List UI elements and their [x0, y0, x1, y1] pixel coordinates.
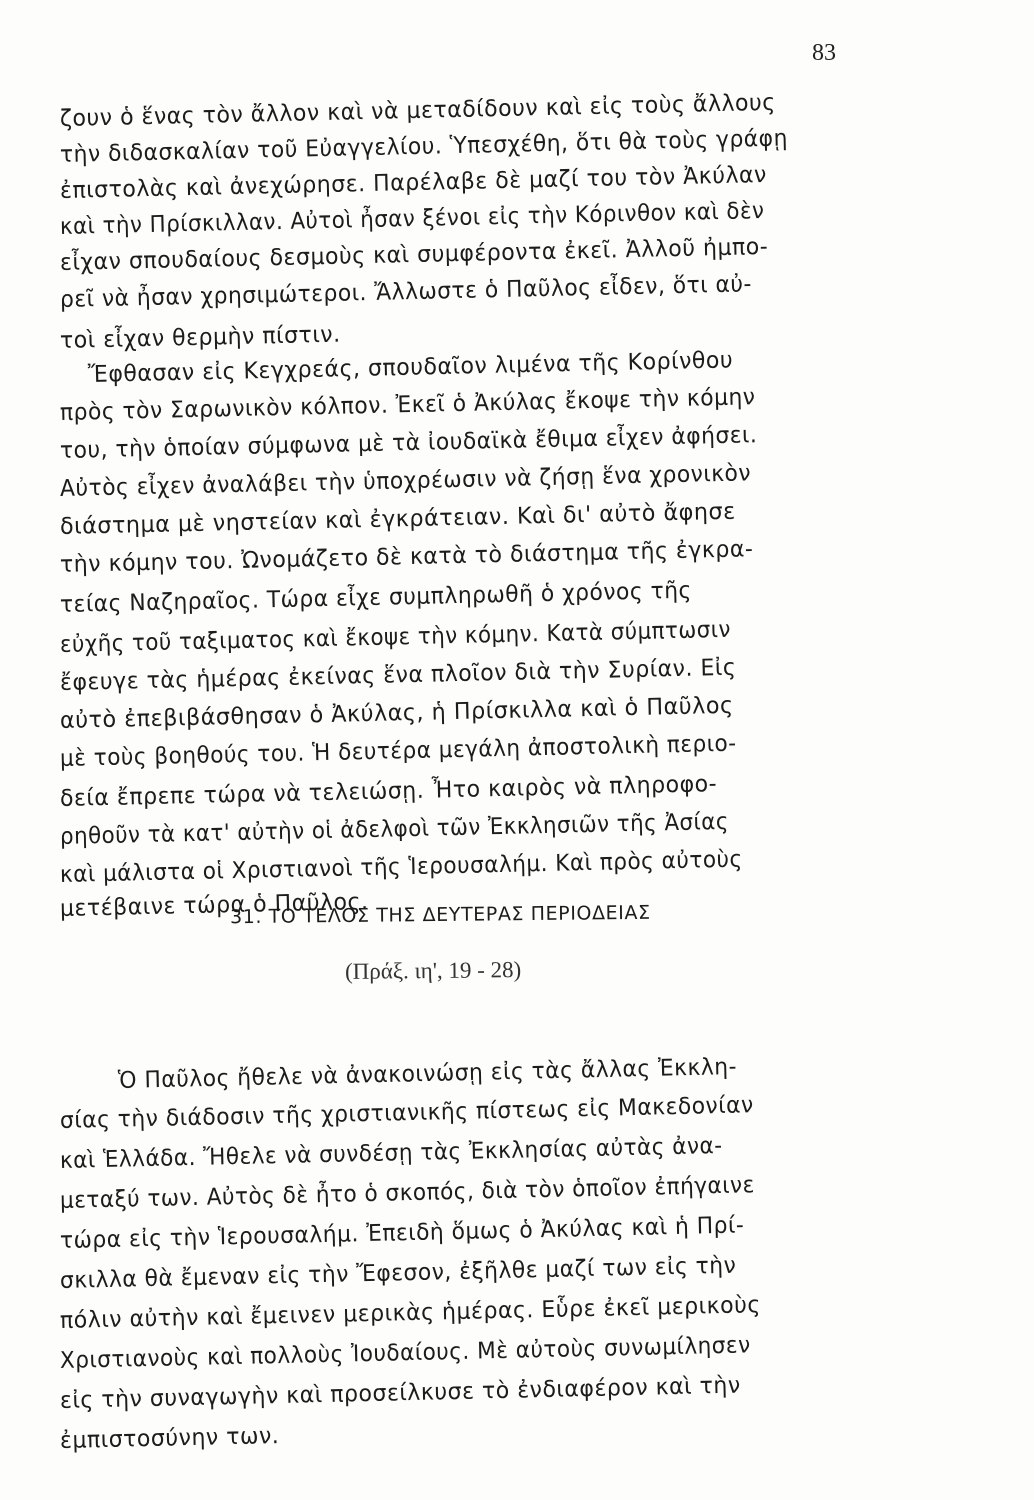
text-line: τὴν διδασκαλίαν τοῦ Εὐαγγελίου. Ὑπεσχέθη, ὅτι θὰ τοὺς γράφῃ — [59, 125, 789, 168]
text-line: εὐχῆς τοῦ ταξιματος καὶ ἔκοψε τὴν κόμην. Κατὰ σύμπτωσιν — [59, 616, 732, 658]
text-line: πρὸς τὸν Σαρωνικὸν κόλπον. Ἐκεῖ ὁ Ἀκύλας ἔκοψε τὴν κόμην — [59, 384, 756, 426]
text-line: του, τὴν ὁποίαν σύμφωνα μὲ τὰ ἰουδαϊκὰ ἔθιμα εἶχεν ἀφήσει. — [59, 422, 758, 464]
text-line: μεταξύ των. Αὐτὸς δὲ ἦτο ὁ σκοπός, διὰ τὸν ὁποῖον ἐπήγαινε — [59, 1172, 755, 1214]
section-heading: 31. ΤΟ ΤΕΛΟΣ ΤΗΣ ΔΕΥΤΕΡΑΣ ΠΕΡΙΟΔΕΙΑΣ — [229, 901, 651, 929]
text-line: τώρα εἰς τὴν Ἱερουσαλήμ. Ἐπειδὴ ὅμως ὁ Ἀκύλας καὶ ἡ Πρί- — [59, 1212, 745, 1254]
text-line: Ὁ Παῦλος ἤθελε νὰ ἀνακοινώσῃ εἰς τὰς ἄλλας Ἐκκλη- — [117, 1053, 738, 1094]
text-line: τοὶ εἶχαν θερμὴν πίστιν. — [59, 321, 341, 354]
text-line: καὶ Ἑλλάδα. Ἤθελε νὰ συνδέσῃ τὰς Ἐκκλησίας αὐτὰς ἀνα- — [59, 1132, 723, 1174]
text-line: σίας τὴν διάδοσιν τῆς χριστιανικῆς πίστεως εἰς Μακεδονίαν — [59, 1092, 754, 1134]
text-line: διάστημα μὲ νηστείαν καὶ ἐγκράτειαν. Καὶ δι' αὐτὸ ἄφησε — [59, 498, 736, 540]
text-line: ρεῖ νὰ ἦσαν χρησιμώτεροι. Ἄλλωστε ὁ Παῦλος εἶδεν, ὅτι αὐ- — [59, 271, 753, 313]
text-line: ἐπιστολὰς καὶ ἀνεχώρησε. Παρέλαβε δὲ μαζί του τὸν Ἀκύλαν — [59, 161, 768, 204]
text-line: ἔφευγε τὰς ἡμέρας ἐκείνας ἕνα πλοῖον διὰ τὴν Συρίαν. Εἰς — [59, 654, 737, 696]
text-line: καὶ μάλιστα οἱ Χριστιανοὶ τῆς Ἱερουσαλήμ. Καὶ πρὸς αὐτοὺς — [59, 846, 743, 888]
text-line: Αὐτὸς εἶχεν ἀναλάβει τὴν ὑποχρέωσιν νὰ ζήσῃ ἕνα χρονικὸν — [59, 460, 752, 502]
text-line: Ἔφθασαν εἰς Κεγχρεάς, σπουδαῖον λιμένα τῆς Κορίνθου — [87, 347, 734, 388]
text-line: καὶ τὴν Πρίσκιλλαν. Αὐτοὶ ἦσαν ξένοι εἰς τὴν Κόρινθον καὶ δὲν — [59, 198, 765, 240]
text-line: ἐμπιστοσύνην των. — [59, 1423, 280, 1454]
text-line: εἶχαν σπουδαίους δεσμοὺς καὶ συμφέροντα ἐκεῖ. Ἀλλοῦ ἠμπο- — [59, 233, 769, 276]
text-line: δεία ἔπρεπε τώρα νὰ τελειώσῃ. Ἦτο καιρὸς νὰ πληροφο- — [59, 771, 718, 812]
text-line: πόλιν αὐτὴν καὶ ἔμεινεν μερικὰς ἡμέρας. Εὗρε ἐκεῖ μερικοὺς — [59, 1292, 762, 1334]
text-line: τείας Ναζηραῖος. Τώρα εἶχε συμπληρωθῆ ὁ χρόνος τῆς — [59, 577, 693, 618]
page-number: 83 — [812, 40, 836, 66]
text-line: ζουν ὁ ἕνας τὸν ἄλλον καὶ νὰ μεταδίδουν καὶ εἰς τοὺς ἄλλους — [59, 89, 776, 132]
text-line: Χριστιανοὺς καὶ πολλοὺς Ἰουδαίους. Μὲ αὐτοὺς συνωμίλησεν — [59, 1332, 751, 1374]
text-line: τὴν κόμην του. Ὠνομάζετο δὲ κατὰ τὸ διάστημα τῆς ἐγκρα- — [59, 536, 754, 578]
scripture-reference: (Πράξ. ιη', 19 - 28) — [344, 957, 522, 984]
text-line: μετέβαινε τώρα ὁ Παῦλος. — [59, 889, 369, 922]
text-line: αὐτὸ ἐπεβιβάσθησαν ὁ Ἀκύλας, ἡ Πρίσκιλλα καὶ ὁ Παῦλος — [59, 692, 734, 734]
text-line: σκιλλα θὰ ἔμεναν εἰς τὴν Ἔφεσον, ἐξῆλθε μαζί των εἰς τὴν — [59, 1252, 737, 1294]
text-line: μὲ τοὺς βοηθούς του. Ἡ δευτέρα μεγάλη ἀποστολικὴ περιο- — [59, 730, 737, 772]
text-line: εἰς τὴν συναγωγὴν καὶ προσείλκυσε τὸ ἐνδιαφέρον καὶ τὴν — [59, 1372, 741, 1414]
text-line: ρηθοῦν τὰ κατ' αὐτὴν οἱ ἀδελφοὶ τῶν Ἐκκλησιῶν τῆς Ἀσίας — [59, 808, 730, 850]
